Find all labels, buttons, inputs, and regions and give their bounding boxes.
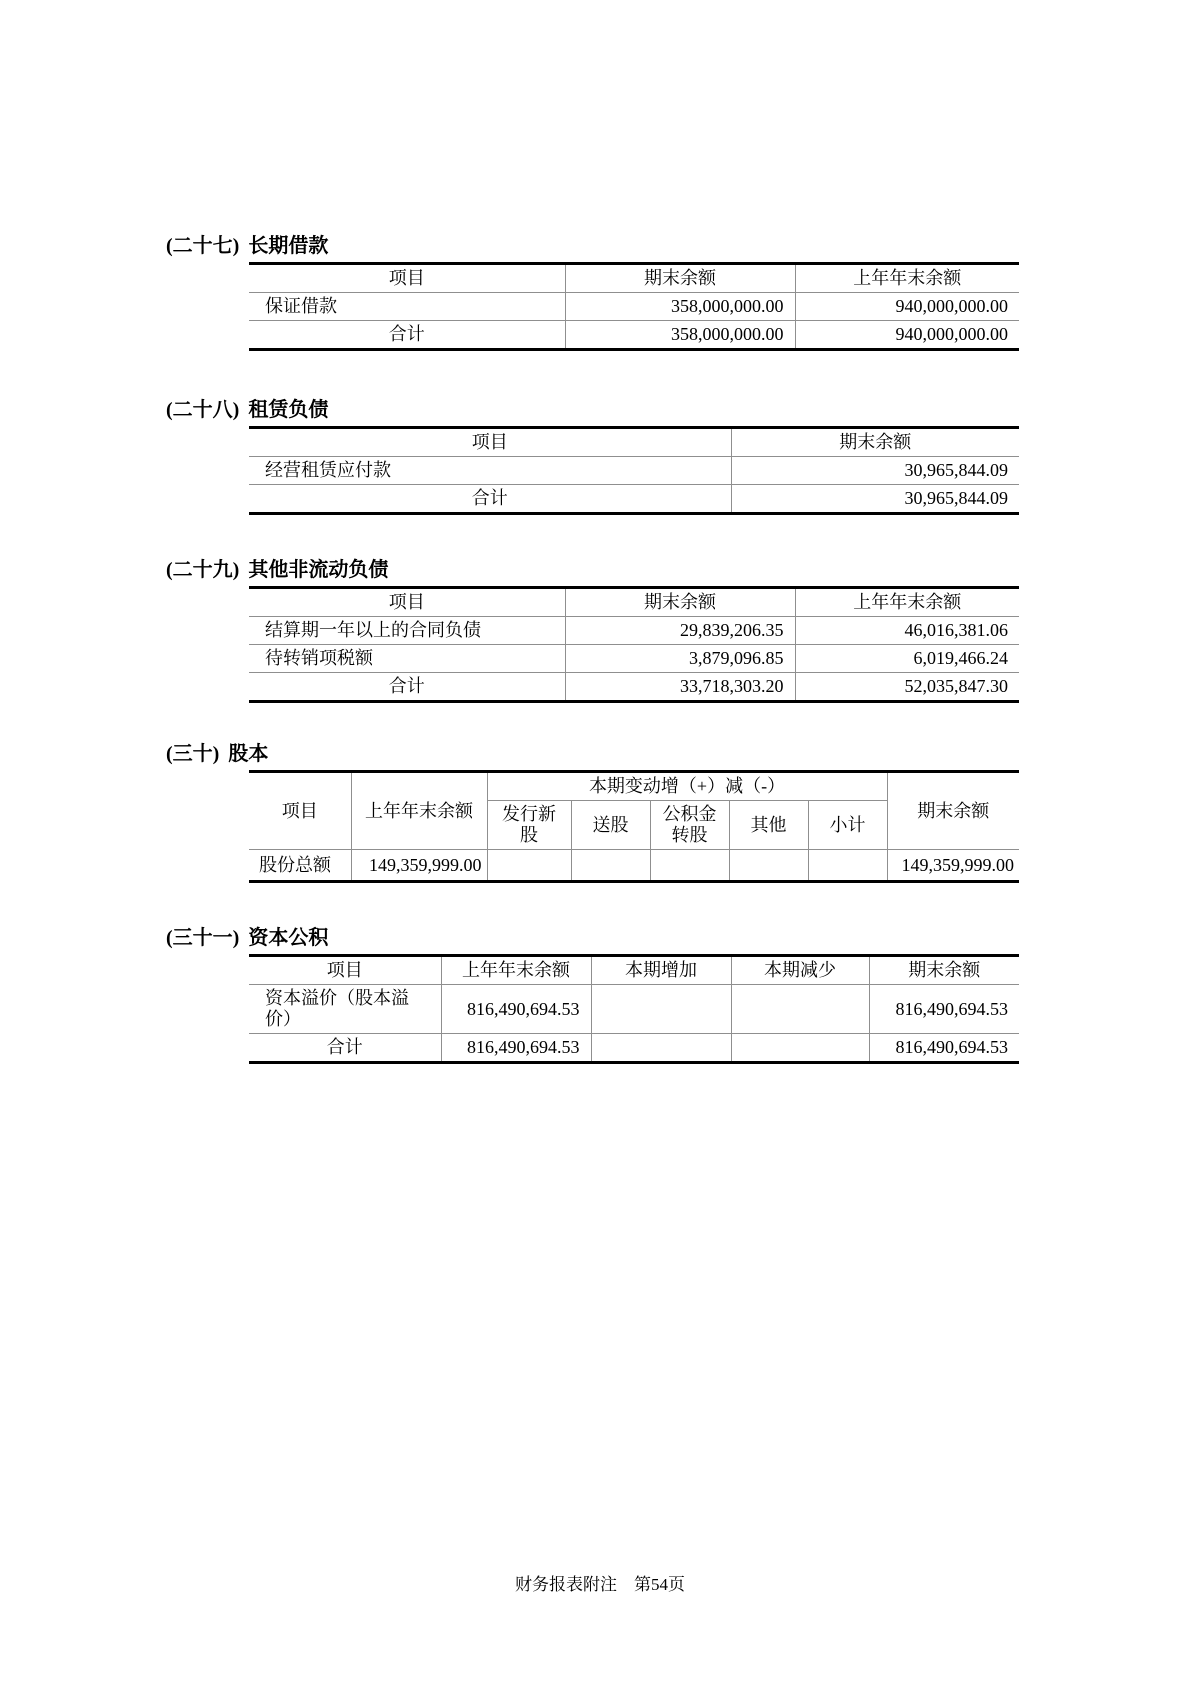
col-header-ending-balance: 期末余额: [565, 588, 795, 617]
col-header-ending-balance: 期末余额: [869, 956, 1019, 985]
capital-reserve-table: [249, 954, 1019, 1064]
total-label: 合计: [249, 321, 565, 350]
ending-balance-value: 3,879,096.85: [565, 645, 795, 673]
section-title-capital-reserve: [166, 926, 1200, 950]
beginning-balance-value: 940,000,000.00: [795, 293, 1019, 321]
table-row: [249, 850, 1019, 882]
row-label: 经营租赁应付款: [249, 457, 731, 485]
col-header-ending-balance: 期末余额: [887, 772, 1019, 850]
ending-balance-value: 816,490,694.53: [869, 985, 1019, 1034]
ending-balance-total: 30,965,844.09: [731, 485, 1019, 514]
ending-balance-value: 29,839,206.35: [565, 617, 795, 645]
decrease-value: [731, 985, 869, 1034]
col-header-item: 项目: [326, 960, 363, 980]
beginning-balance-total: 52,035,847.30: [795, 673, 1019, 702]
increase-value: [591, 985, 731, 1034]
share-capital-table: [249, 770, 1019, 883]
section-share-capital: [0, 742, 1200, 883]
col-header-ending-balance: 期末余额: [731, 428, 1019, 457]
section-title-share-capital: [166, 742, 1200, 766]
table-total-row: [249, 485, 1019, 514]
col-header-beginning-balance: 上年年末余额: [795, 588, 1019, 617]
table-header-row: [249, 772, 1019, 801]
col-header-item: 项目: [388, 268, 425, 288]
beginning-balance-value: 816,490,694.53: [441, 985, 591, 1034]
beginning-balance-value: 6,019,466.24: [795, 645, 1019, 673]
section-title-text: 其他非流动负债: [248, 559, 389, 581]
lease-liabilities-table: [249, 426, 1019, 515]
table-header-row: [249, 588, 1019, 617]
ending-balance-total: 33,718,303.20: [565, 673, 795, 702]
reserve-transfer-value: [650, 850, 729, 882]
long-term-borrowings-table: [249, 262, 1019, 351]
row-label: 资本溢价（股本溢价）: [249, 985, 441, 1034]
ending-balance-total: 816,490,694.53: [869, 1034, 1019, 1063]
ending-balance-value: 358,000,000.00: [565, 293, 795, 321]
total-label: 合计: [249, 673, 565, 702]
beginning-balance-value: 46,016,381.06: [795, 617, 1019, 645]
section-capital-reserve: [0, 926, 1200, 1064]
col-header-beginning-balance: 上年年末余额: [351, 772, 487, 850]
row-label: 股份总额: [249, 850, 351, 882]
col-header-item: 项目: [388, 592, 425, 612]
beginning-balance-total: 940,000,000.00: [795, 321, 1019, 350]
col-header-beginning-balance: 上年年末余额: [441, 956, 591, 985]
section-number: (二十七): [166, 235, 240, 257]
beginning-balance-value: 149,359,999.00: [351, 850, 487, 882]
other-value: [729, 850, 808, 882]
ending-balance-value: 30,965,844.09: [731, 457, 1019, 485]
section-title-text: 资本公积: [248, 927, 329, 949]
table-row: [249, 293, 1019, 321]
col-header-new-issue: 发行新股: [487, 801, 571, 850]
col-header-change-group: 本期变动增（+）减（-）: [487, 772, 887, 801]
section-other-noncurrent-liabilities: [0, 558, 1200, 703]
col-header-item: 项目: [471, 432, 508, 452]
col-header-other: 其他: [729, 801, 808, 850]
table-row: [249, 617, 1019, 645]
section-number: (三十一): [166, 927, 240, 949]
table-row: [249, 645, 1019, 673]
table-total-row: [249, 321, 1019, 350]
col-header-increase: 本期增加: [591, 956, 731, 985]
beginning-balance-total: 816,490,694.53: [441, 1034, 591, 1063]
section-number: (三十): [166, 743, 220, 765]
col-header-reserve-transfer: 公积金转股: [650, 801, 729, 850]
col-header-item: 项目: [281, 800, 318, 821]
table-header-row: [249, 428, 1019, 457]
row-label: 待转销项税额: [249, 645, 565, 673]
table-total-row: [249, 1034, 1019, 1063]
page-footer: 财务报表附注 第54页: [515, 1575, 685, 1594]
bonus-shares-value: [571, 850, 650, 882]
col-header-decrease: 本期减少: [731, 956, 869, 985]
table-row: [249, 457, 1019, 485]
ending-balance-value: 149,359,999.00: [887, 850, 1019, 882]
section-title-text: 长期借款: [248, 235, 329, 257]
increase-total: [591, 1034, 731, 1063]
section-title-text: 租赁负债: [248, 399, 329, 421]
total-label: 合计: [249, 1034, 441, 1063]
col-header-ending-balance: 期末余额: [565, 264, 795, 293]
new-issue-value: [487, 850, 571, 882]
section-title-lease-liabilities: [166, 398, 1200, 422]
section-title-long-term-borrowings: [166, 234, 1200, 258]
col-header-beginning-balance: 上年年末余额: [795, 264, 1019, 293]
table-row: [249, 985, 1019, 1034]
other-noncurrent-liabilities-table: [249, 586, 1019, 703]
section-number: (二十九): [166, 559, 240, 581]
section-number: (二十八): [166, 399, 240, 421]
row-label: 结算期一年以上的合同负债: [249, 617, 565, 645]
section-long-term-borrowings: [0, 234, 1200, 351]
table-header-row: [249, 264, 1019, 293]
decrease-total: [731, 1034, 869, 1063]
col-header-bonus-shares: 送股: [571, 801, 650, 850]
row-label: 保证借款: [249, 293, 565, 321]
col-header-subtotal: 小计: [808, 801, 887, 850]
section-title-text: 股本: [228, 743, 269, 765]
section-lease-liabilities: [0, 398, 1200, 515]
ending-balance-total: 358,000,000.00: [565, 321, 795, 350]
section-title-other-noncurrent-liabilities: [166, 558, 1200, 582]
total-label: 合计: [249, 485, 731, 514]
subtotal-value: [808, 850, 887, 882]
table-total-row: [249, 673, 1019, 702]
table-header-row: [249, 956, 1019, 985]
